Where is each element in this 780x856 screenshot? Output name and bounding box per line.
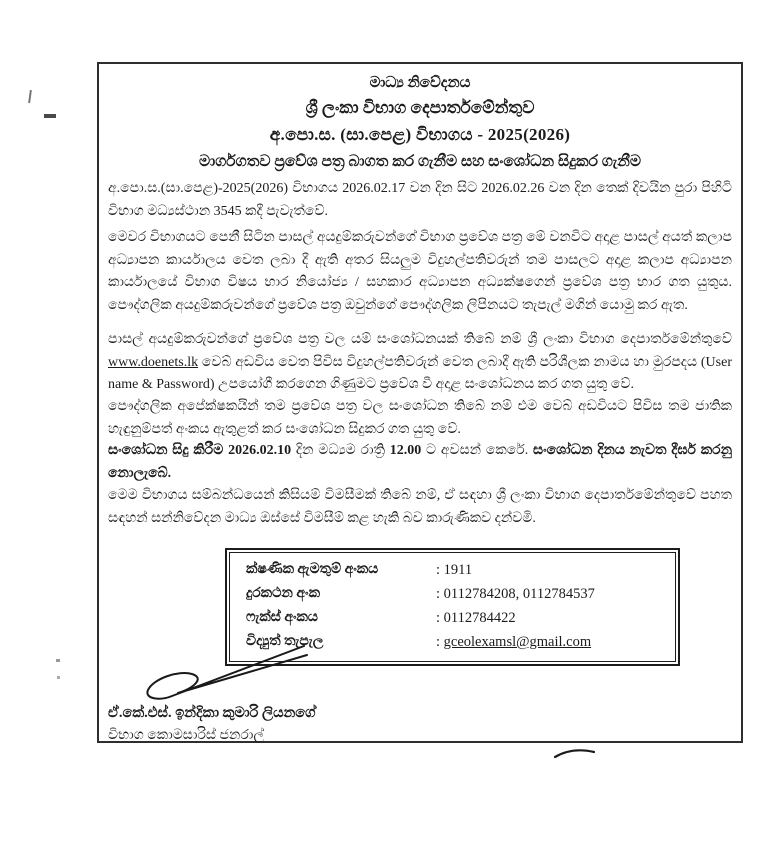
- text-segment: අ.පො.ස.(සා.පෙළ)-2025(2026) විභාගය 2026.02.17 වන දින සිට 2026.02.26 වන දින තෙක් දිවයින පුරා පිහිටි විභාග මධ්‍යස්ථාන 3545 කදී පැවැත්වේ.: [108, 181, 732, 219]
- notice-type-line: මාධ්‍ය නිවේදනය: [369, 75, 471, 91]
- text-segment: සංශෝධන සිදු කිරීම 2026.02.10: [108, 443, 292, 458]
- contact-label-hotline: ක්ෂණික ඇමතුම් අංකය: [246, 562, 379, 577]
- scan-artifact: [56, 659, 60, 662]
- email-colon: :: [436, 634, 444, 650]
- signature-block: [108, 642, 428, 745]
- para-exam-dates: [108, 178, 732, 224]
- exam-title-line: අ.පො.ස. (සා.පෙළ) විභාගය - 2025(2026): [269, 125, 571, 144]
- para-school-amendments: [108, 329, 732, 398]
- contact-label-telephone: දුරකථන අංක: [246, 586, 320, 601]
- scan-artifact: [57, 676, 60, 679]
- signature-scribble-icon: [128, 642, 418, 702]
- text-segment: 12.00: [389, 443, 422, 458]
- signatory-name: ඒ.කේ.එස්. ඉන්දිකා කුමාරි ලියනගේ: [108, 705, 316, 721]
- scan-artifact: [28, 90, 32, 103]
- para-inquiries: [108, 485, 732, 531]
- department-name-line: ශ්‍රී ලංකා විභාග දෙපාර්තමේන්තුව: [305, 98, 535, 117]
- text-segment: වෙබ් අඩවිය වෙත පිවිස විදුහල්පතිවරුන් වෙත ලබාදී ඇති පරිශීලක නාමය හා මුරපදය (User name & Password) උපයෝගී කරගෙන ගිණුමට ප්‍රවේශ වී අදාළ සංශෝධනය කර ගත යුතු වේ.: [108, 354, 732, 392]
- notice-header: [105, 72, 735, 174]
- text-segment: www.doenets.lk: [108, 354, 199, 370]
- notice-subject-line: මාර්ගගතව ප්‍රවේශ පත්‍ර බාගත කර ගැනීම සහ සංශෝධන සිදුකර ගැනීම: [198, 153, 641, 170]
- text-segment: පෞද්ගලික අපේක්ෂකයින් තම ප්‍රවේශ පත්‍ර වල සංශෝධන තිබේ නම් එම වෙබ් අඩවියට පිවිස තම ජාතික හැඳුනුම්පත් අංකය ඇතුළත් කර සංශෝධන සිදුකර ගත යුතු වේ.: [108, 399, 732, 437]
- contact-value-fax: : 0112784422: [436, 610, 516, 626]
- para-admission-card-distribution: [108, 227, 732, 319]
- text-segment: මෙවර විභාගයට පෙනී සිටින පාසල් අයදුම්කරුවන්ගේ විභාග ප්‍රවේශ පත්‍ර මේ වනවිට අදාළ පාසල් අයත් කලාප අධ්‍යාපන කාර්යාලය වෙත ලබා දී ඇති අතර සියලුම විදුහල්පතිවරුන් තම පාසලට අදාළ කලාප අධ්‍යාපන කාර්යාලයේ විභාග විෂය භාර නියෝජ්‍ය / සහකාර අධ්‍යාපන අධ්‍යක්ෂගෙන් ප්‍රවේශ පත්‍ර භාර ගත යුතුය. පෞද්ගලික අයදුම්කරුවන්ගේ ප්‍රවේශ පත්‍ර ඔවුන්ගේ පෞද්ගලික ලිපිනයට තැපැල් මගින් යොමු කර ඇත.: [108, 230, 732, 313]
- notice-border-frame: [97, 62, 743, 743]
- scan-artifact-curve: [552, 744, 598, 760]
- email-address: gceolexamsl@gmail.com: [443, 634, 592, 650]
- contact-row-fax: [246, 606, 665, 630]
- text-segment: පාසල් අයදුම්කරුවන්ගේ ප්‍රවේශ පත්‍ර වල යම් සංශෝධනයක් තිබේ නම් ශ්‍රී ලංකා විභාග දෙපාර්තමේන්තුවේ: [108, 332, 732, 347]
- para-amendment-deadline: [108, 440, 732, 486]
- signatory-title: විභාග කොමසාරිස් ජනරාල්: [108, 728, 265, 743]
- para-private-amendments: [108, 396, 732, 442]
- contact-row-hotline: [246, 558, 665, 582]
- contact-row-telephone: [246, 582, 665, 606]
- contact-label-email: විද්‍යුත් තැපැල: [246, 634, 324, 649]
- contact-value-email: [436, 630, 591, 654]
- text-segment: දින මධ්‍යම රාත්‍රි: [291, 443, 390, 458]
- contact-value-hotline: : 1911: [436, 562, 473, 578]
- text-segment: සංශෝධන දිනය නැවත දීර්ඝ කරනු නොලැබේ.: [108, 443, 732, 481]
- scan-artifact: [44, 114, 56, 118]
- text-segment: ට අවසන් කෙරේ.: [421, 443, 534, 458]
- contact-label-fax: ෆැක්ස් අංකය: [246, 610, 318, 625]
- contact-value-telephone: : 0112784208, 0112784537: [436, 586, 595, 602]
- text-segment: මෙම විභාගය සම්බන්ධයෙන් කිසියම් විමසීමක් තිබේ නම්, ඒ සඳහා ශ්‍රී ලංකා විභාග දෙපාර්තමේන්තුවේ පහත සඳහන් සන්නිවේදන මාධ්‍ය ඔස්සේ විමසීම් කළ හැකි බව කාරුණිකව දන්වමි.: [108, 488, 732, 526]
